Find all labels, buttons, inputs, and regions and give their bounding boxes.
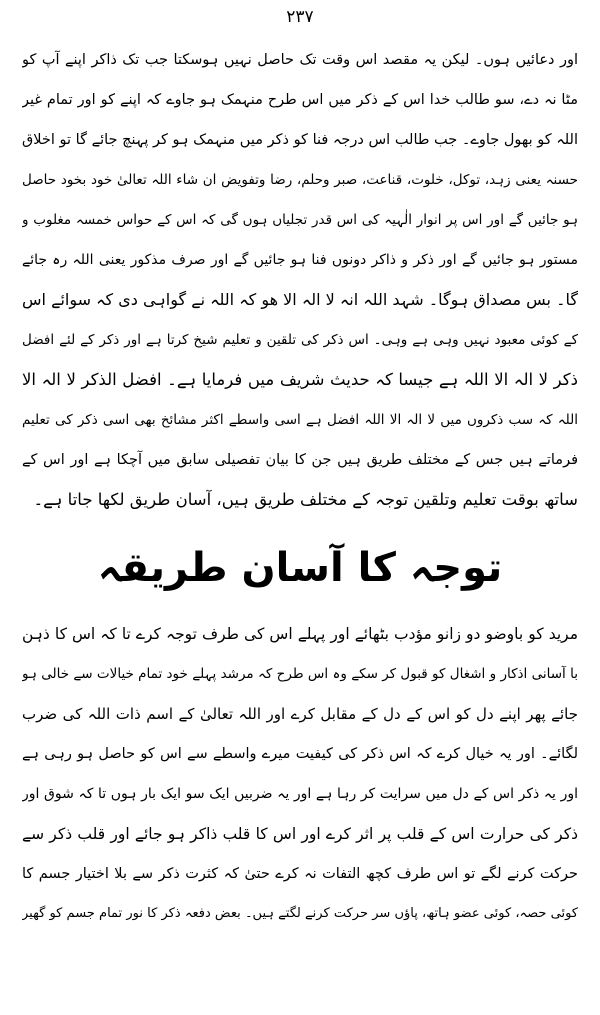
- text-line: مرید کو باوضو دو زانو مؤدب بٹھائے اور پہلے اس کی طرف توجہ کرے تا کہ اس کا ذہن: [22, 625, 578, 643]
- text-line: ذکر لا الہ الا اللہ ہے جیسا کہ حدیث شریف میں فرمایا ہے۔ افضل الذکر لا الہ الا: [22, 370, 578, 389]
- text-line: مٹا نہ دے، سو طالب خدا اس کے ذکر میں اس طرح منہمک ہو جاوے کہ اپنے کو اور تمام غیر: [22, 92, 578, 108]
- paragraph-intro: [22, 40, 578, 520]
- paragraph-method: [22, 614, 578, 934]
- text-line: کے کوئی معبود نہیں وہی ہے وہی۔ اس ذکر کی تلقین و تعلیم شیخ کرتا ہے اور ذکر کے لئے افضل: [22, 332, 578, 348]
- text-line: گا۔ بس مصداق ہوگا۔ شہد اللہ انہ لا الہ الا ھو کہ اللہ نے گواہی دی کہ سوائے اس: [22, 290, 578, 309]
- text-line: اور دعائیں ہوں۔ لیکن یہ مقصد اس وقت تک حاصل نہیں ہوسکتا جب تک ذاکر اپنے آپ کو: [22, 52, 578, 68]
- page-number: ۲۳۷: [286, 7, 314, 27]
- text-line: ذکر کی حرارت اس کے قلب پر اثر کرے اور اس کا قلب ذاکر ہو جائے اور قلب ذکر سے: [22, 825, 578, 843]
- text-line: ہو جائیں گے اور اس پر انوار الٰہیہ کی اس قدر تجلیاں ہوں گی کہ اس کے حواس خمسہ مغلوب و: [22, 212, 578, 228]
- text-line: لگائے۔ اور یہ خیال کرے کہ اس ذکر کی کیفیت میرے واسطے سے اس کو حاصل ہو رہی ہے: [22, 746, 578, 762]
- text-line: اللہ کہ سب ذکروں میں لا الہ الا اللہ افضل ہے اسی واسطے اکثر مشائخ بھی اسی ذکر کی تعلیم: [22, 412, 578, 428]
- text-line: ساتھ بوقت تعلیم وتلقین توجہ کے مختلف طریق ہیں، آسان طریق لکھا جاتا ہے۔: [33, 490, 578, 509]
- text-line: حرکت کرنے لگے تو اس طرف کچھ التفات نہ کرے حتیٰ کہ کثرت ذکر سے بلا اختیار جسم کا: [22, 866, 578, 882]
- text-line: با آسانی اذکار و اشغال کو قبول کر سکے وہ اس طرح کہ مرشد پہلے خود تمام خیالات سے خالی ہو: [22, 666, 578, 682]
- section-heading: توجہ کا آسان طریقہ: [97, 545, 503, 591]
- text-line: فرماتے ہیں جس کے مختلف طریق ہیں جن کا بیان تفصیلی سابق میں آچکا ہے اور اس کے: [22, 452, 578, 468]
- text-line: مستور ہو جائیں گے اور ذکر و ذاکر دونوں فنا ہو جائیں گے اور صرف مذکور یعنی اللہ رہ جائے: [22, 252, 578, 268]
- text-line: اور یہ ذکر اس کے دل میں سرایت کر رہا ہے اور یہ ضربیں ایک سو ایک بار ہوں تا کہ شوق اور: [22, 786, 578, 802]
- text-line: اللہ کو بھول جاوے۔ جب طالب اس درجہ فنا کو ذکر میں منہمک ہو کر پہنچ جائے گا تو اخلاق: [22, 132, 578, 148]
- text-line: کوئی حصہ، کوئی عضو ہاتھ، پاؤں سر حرکت کرنے لگتے ہیں۔ بعض دفعہ ذکر کا نور تمام جسم کو گھیر: [22, 906, 578, 921]
- text-line: حسنہ یعنی زہد، توکل، خلوت، قناعت، صبر وحلم، رضا وتفویض ان شاء اللہ تعالیٰ خود بخود حاصل: [22, 172, 578, 188]
- text-line: جائے پھر اپنے دل کو اس کے دل کے مقابل کرے اور اللہ تعالیٰ کے اسم ذات اللہ کی ضرب: [22, 705, 578, 723]
